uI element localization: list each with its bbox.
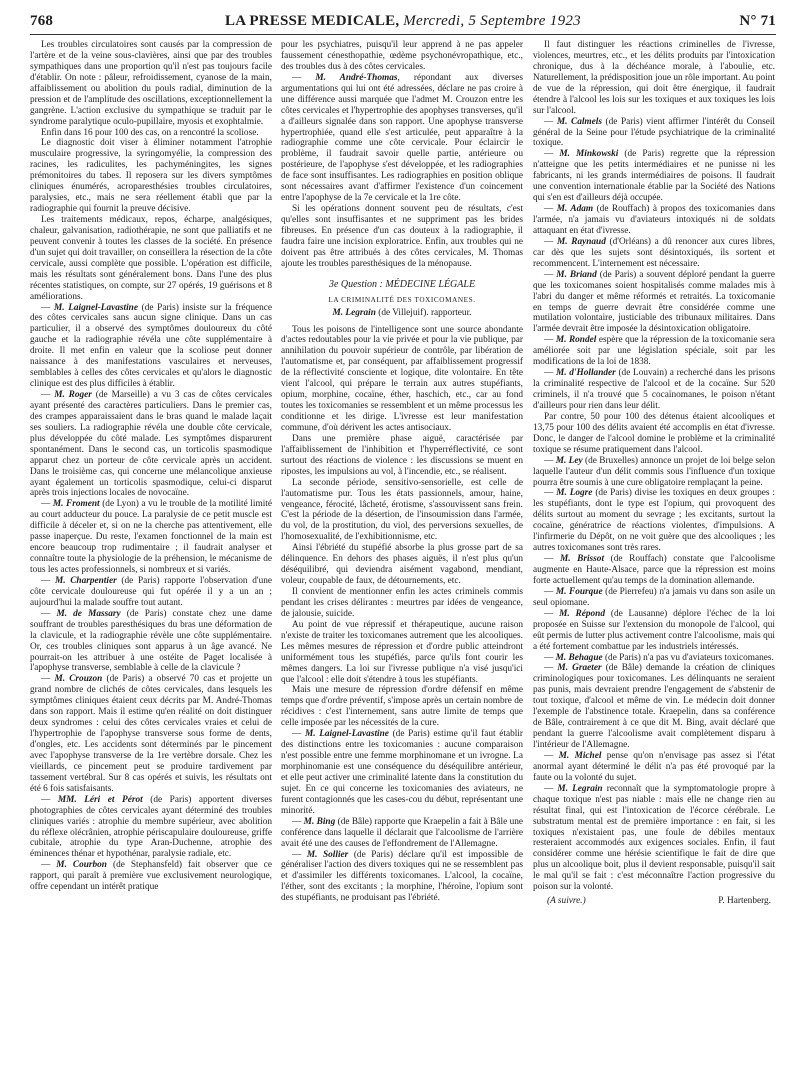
- speaker-paragraph: — M. Logre (de Paris) divise les toxiques en deux groupes : les stupéfiants, dont le type est l'opium, qui provoquent des délits surtout au moment du sevrage ; les excitants, surtout la cocaïne, génératrice de réactions violentes, d'impulsions. A l'infirmerie du Dépôt, on ne voit guère que des alcooliques ; les autres toxicomanes sont très rares.: [533, 488, 775, 554]
- speaker-name: M. Adam: [556, 204, 594, 215]
- paragraph: [30, 40, 272, 128]
- paragraph-text: (de Paris) insiste sur la fréquence des côtes cervicales sans aucun signe clinique. Dans un cas particulier, il a observé des symptômes douloureux du côté gauche et la radiographie révéla une côte supplémentaire à droite. Il met enfin en valeur que la scoliose peut donner naissance à des manifestations vasculaires et nerveuses, semblables à celles des côtes cervicales et qu'alors le diagnostic clinique est des plus difficiles à établir.: [30, 302, 272, 390]
- speaker-paragraph: — M. Raynaud (d'Orléans) a dû renoncer aux cures libres, car dès que les sujets sont désintoxiqués, ils sortent et recommencent. L'internement est nécessaire.: [533, 236, 775, 269]
- speaker-name: M. Répond: [559, 608, 606, 619]
- speaker-paragraph: — M. Laignel-Lavastine (de Paris) estime qu'il faut établir des distinctions entre les toxicomanies : aucune comparaison n'est possible entre une femme morphinomane et un ivrogne. La morphinomanie est une conséquence du déséquilibre antérieur, et elle peut activer une criminalité latente dans la constitution du sujet. En ce qui concerne les toxicomanies des aviateurs, ne furent contagionnés que les cases-cou du début, représentant une minorité.: [281, 729, 523, 816]
- paragraph-text: (de Paris) rapporte l'observation d'une côte cervicale douloureuse qui fut opérée il y a un an ; aujourd'hui la malade souffre tout autant.: [30, 575, 272, 608]
- page-number: 768: [30, 13, 54, 29]
- paragraph: [281, 478, 523, 544]
- paragraph-text: Dans une première phase aiguë, caractérisée par l'affaiblissement de l'inhibition et l'hyperréflectivité, ce sont surtout des réactions de violence : les discussions se muent en ripostes, les impulsions au vol, à l'incendie, etc., se réalisent.: [281, 433, 523, 477]
- running-title: LA PRESSE MEDICALE, Mercredi, 5 Septembre 1923: [225, 13, 581, 29]
- paragraph: [281, 543, 523, 587]
- paragraph-text: (de Louvain) a recherché dans les prisons la criminalité respective de l'alcool et de la cocaïne. Sur 520 criminels, il n'a trouvé que 5 cocaïnomanes, le poison n'étant d'ailleurs pour rien dans leur délit.: [533, 368, 775, 411]
- paragraph-text: (de Marseille) a vu 3 cas de côtes cervicales ayant présenté des caractères particuliers. Dans le premier cas, des crampes apparaissaient dans le bras quand le malade laçait ses souliers. La radiographie révéla une double côte cervicale, plus développée du côté malade. Les symptômes disparurent spontanément. Dans le second cas, un torticolis spasmodique apparut chez un porteur de côte cervicale après un accident. Dans le troisième cas, qui concerne une mélancolique anxieuse ayant également un torticolis spasmodique, celui-ci disparut après trois injections locales de novocaïne.: [30, 390, 272, 499]
- speaker-name: M. de Massary: [56, 608, 121, 619]
- speaker-paragraph: — M. Adam (de Rouffach) à propos des toxicomanies dans l'armée, n'a jamais vu d'aviateurs intoxiqués ni de soldats attaquant en état d'ivresse.: [533, 204, 775, 236]
- speaker-paragraph: — M. Minkowski (de Paris) regrette que la répression n'atteigne que les petits intermédiaires et ne punisse ni les fabricants, ni les grands intermédiaires de poisons. Il faudrait une convention internationale établie par la Société des Nations qui s'en est d'ailleurs déjà occupée.: [533, 149, 775, 204]
- speaker-name: M. Ley: [555, 455, 583, 466]
- paragraph-text: (de Paris) n'a pas vu d'aviateurs toxicomanes.: [602, 652, 774, 663]
- paragraph-text: (de Pierrefeu) n'a jamais vu dans son asile un seul opiomane.: [533, 586, 775, 608]
- speaker-name: M. Legrain: [332, 307, 376, 318]
- speaker-name: M. Briand: [556, 269, 597, 280]
- paragraph: [533, 40, 775, 117]
- speaker-paragraph: — M. Rondel espère que la répression de la toxicomanie sera améliorée soit par une législation spéciale, soit par les modifications de la loi de 1838.: [533, 335, 775, 368]
- speaker-name: M. Bing: [303, 816, 336, 827]
- issue-number: N° 71: [739, 13, 776, 29]
- paragraph-text: (de Paris) constate chez une dame souffrant de troubles paresthésiques du bras une déformation de la clavicule, et la radiographie révèle une côte supplémentaire. Or, ces troubles cliniques sont apparus à un âge avancé. Ne pourrait-on les attribuer à une ostéite de Paget localisée à l'apophyse transverse, semblable à celle de la clavicule ?: [30, 608, 272, 674]
- speaker-paragraph: — M. Crouzon (de Paris) a observé 70 cas et projette un grand nombre de clichés de côtes cervicales, dans lesquels les symptômes cliniques étaient ceux décrits par M. André-Thomas dans son rapport. Mais il estime qu'en réalité on doit distinguer deux syndromes : celui des côtes cervicales vraies et celui de l'hypertrophie de l'apophyse transverse sous forme de dents, d'ongles, etc. Les accidents sont déterminés par le pincement avec l'apophyse transverse de la 1re vertèbre dorsale. Chez les vieillards, ce pincement peut se produire tardivement par tassement vertébral. Sur 8 cas opérés et suivis, les résultats ont été 6 fois satisfaisants.: [30, 674, 272, 794]
- speaker-name: M. Crouzon: [54, 674, 103, 685]
- paragraph-text: (de Paris) divise les toxiques en deux groupes : les stupéfiants, dont le type est l'opium, qui provoquent des délits surtout au moment du sevrage ; les excitants, surtout la cocaïne, génératrice de réactions violentes, d'impulsions. A l'infirmerie du Dépôt, on ne voit guère que des alcooliques ; les autres toxicomanes sont très rares.: [533, 488, 775, 554]
- speaker-name: M. Roger: [54, 390, 92, 400]
- speaker-name: M. Courbon: [56, 860, 107, 871]
- paragraph-text: (de Paris) estime qu'il faut établir des distinctions entre les toxicomanies : aucune comparaison n'est possible entre une femme morphinomane et un ivrogne. La morphinomanie est une conséquence du déséquilibre antérieur, et elle peut activer une criminalité latente dans la constitution du sujet. En ce qui concerne les toxicomanies des aviateurs, ne furent contagionnés que les cases-cou du début, représentant une minorité.: [281, 729, 523, 816]
- paragraph-text: (de Paris) regrette que la répression n'atteigne que les petits intermédiaires et ne punisse ni les fabricants, ni les grands intermédiaires de poisons. Il faudrait une convention internationale établie par la Société des Nations qui s'en est d'ailleurs déjà occupée.: [533, 149, 775, 204]
- paragraph: [281, 587, 523, 620]
- speaker-paragraph: — M. Charpentier (de Paris) rapporte l'observation d'une côte cervicale douloureuse qui fut opérée il y a un an ; aujourd'hui la malade souffre tout autant.: [30, 575, 272, 608]
- speaker-name: M. Behague: [555, 652, 603, 663]
- signature-line: [533, 896, 775, 907]
- speaker-name: M. Charpentier: [54, 575, 117, 586]
- paragraph-text: (de Rouffach) constate que l'alcoolisme augmente en Haute-Alsace, parce que la répression est moins forte actuellement qu'au temps de la domination allemande.: [533, 554, 775, 586]
- paragraph-text: Mais une mesure de répression d'ordre défensif en même temps que d'ordre préventif, s'impose après un certain nombre de récidives : c'est l'internement, sans autre limite de temps que celle imposée par les nécessités de la cure.: [281, 685, 523, 729]
- rapporteur-line: [281, 308, 523, 319]
- paragraph-text: (de Paris) a observé 70 cas et projette un grand nombre de clichés de côtes cervicales, dans lesquels les symptômes cliniques étaient ceux décrits par M. André-Thomas dans son rapport. Mais il estime qu'en réalité on doit distinguer deux syndromes : celui des côtes cervicales vraies et celui de l'hypertrophie de l'apophyse transverse sous forme de dents, d'ongles, etc. Les accidents sont déterminés par le pincement avec l'apophyse transverse de la 1re vertèbre dorsale. Chez les vieillards, ce pincement peut se produire tardivement par tassement vertébral. Sur 8 cas opérés et suivis, les résultats ont été 6 fois satisfaisants.: [30, 674, 272, 794]
- speaker-name: M. Minkowski: [559, 149, 619, 160]
- paragraph-text: , répondant aux diverses argumentations qui lui ont été adressées, déclare ne pas croire à une différence aussi marquée que l'admet M. Crouzon entre les côtes cervicales et l'hypertrophie des apophyses transverses, qu'il a d'ailleurs signalée dans son rapport. Une apophyse transverse hypertrophiée, quand elle s'est articulée, peut apparaître à la radiographie comme une côte cervicale. Pour éclaircir le problème, il faudrait savoir quelle partie, antérieure ou postérieure, de l'apophyse s'est développée, et les radiographies de face sont insuffisantes. Les radiographies en position oblique sont nécessaires avant d'affirmer l'existence d'un coincement entre l'apophyse de la 7e cervicale et la 1re côte.: [281, 72, 523, 204]
- speaker-paragraph: — M. Briand (de Paris) a souvent déploré pendant la guerre que les toxicomanes soient hospitalisés comme malades mis à l'abri du danger et même réformés et retraités. La toxicomanie en temps de guerre devrait être considérée comme une mutilation volontaire, justiciable des tribunaux militaires. Dans l'armée devrait être imposée la désintoxication obligatoire.: [533, 269, 775, 335]
- paragraph-text: (de Paris) vient affirmer l'intérêt du Conseil général de la Seine pour l'étude psychiatrique de la criminalité toxique.: [533, 116, 775, 149]
- section-subheading: LA CRIMINALITÉ DES TOXICOMANES.: [328, 295, 476, 304]
- paragraph-text: (de Bruxelles) annonce un projet de loi belge selon laquelle l'auteur d'un délit commis sous l'influence d'un toxique pourra être soumis à une cure obligatoire remplaçant la peine.: [533, 455, 775, 488]
- speaker-name: M. Sollier: [306, 849, 349, 860]
- speaker-paragraph: — M. Fourque (de Pierrefeu) n'a jamais vu dans son asile un seul opiomane.: [533, 586, 775, 608]
- paragraph: [281, 40, 523, 73]
- speaker-paragraph: — M. Bing (de Bâle) rapporte que Kraepelin a fait à Bâle une conférence dans laquelle il déclarait que l'alcoolisme de l'arrière avait été une des causes de l'effondrement de l'Allemagne.: [281, 816, 523, 849]
- speaker-paragraph: — M. Graeter (de Bâle) demande la création de cliniques criminologiques pour toxicomanes. Les délinquants ne seraient pas punis, mais devraient prendre l'engagement de s'abstenir de tout toxique, d'alcool et même de vin. Le médecin doit donner l'exemple de l'abstinence totale. Kraepelin, dans sa conférence de Bâle, contrairement à ce que dit M. Bing, avait déclaré que pendant la guerre l'alcoolisme avait complètement disparu à l'intérieur de l'Allemagne.: [533, 663, 775, 750]
- speaker-name: M. Froment: [52, 499, 100, 510]
- paragraph-text: reconnaît que la symptomatologie propre à chaque toxique n'est pas niable : mais elle ne change rien au résultat final, qui est l'intoxication de l'écorce cérébrale. Le substratum mental est de première importance : en fait, si les toxiques n'existaient pas, une foule de débiles mentaux resteraient accommodés aux exigences sociales. Enfin, il faut considérer comme une hérésie scientifique le fait de dire que plus un alcoolique boit, plus il devient responsable, puisqu'il sait le mal qu'il se fait : c'est méconnaître l'action progressive du poison sur la volonté.: [533, 783, 775, 893]
- speaker-paragraph: — M. Legrain reconnaît que la symptomatologie propre à chaque toxique n'est pas niable : mais elle ne change rien au résultat final, qui est l'intoxication de l'écorce cérébrale. Le substratum mental est de première importance : en fait, si les toxiques n'existaient pas, une foule de débiles mentaux resteraient accommodés aux exigences sociales. Enfin, il faut considérer comme une hérésie scientifique le fait de dire que plus un alcoolique boit, plus il devient responsable, puisqu'il sait le mal qu'il se fait : c'est méconnaître l'action progressive du poison sur la volonté.: [533, 783, 775, 893]
- paragraph-text: (d'Orléans) a dû renoncer aux cures libres, car dès que les sujets sont désintoxiqués, ils sortent et recommencent. L'internement est nécessaire.: [533, 236, 775, 269]
- speaker-paragraph: — M. Brissot (de Rouffach) constate que l'alcoolisme augmente en Haute-Alsace, parce que la répression est moins forte actuellement qu'au temps de la domination allemande.: [533, 554, 775, 586]
- paragraph-text: (de Lyon) a vu le trouble de la motilité limité au court adducteur du pouce. La paralysie de ce petit muscle est difficile à déceler et, si on ne la cherche pas attentivement, elle passe inaperçue. Du reste, l'examen fonctionnel de la main est encore beaucoup trop rudimentaire ; il faudrait analyser et connaître toute la physiologie de la préhension, le mécanisme de tous les actes professionnels, si nombreux et si variés.: [30, 499, 272, 575]
- paragraph-text: (de Paris) déclare qu'il est impossible de généraliser l'action des divers toxiques qui ne se ressemblent pas et d'assimiler les différents toxicomanes. L'alcool, la cocaïne, l'éther, sont des excitants ; la morphine, l'héroïne, l'opium sont des stupéfiants, ne produisant pas l'ébriété.: [281, 849, 523, 904]
- paragraph-text: Par contre, 50 pour 100 des détenus étaient alcooliques et 13,75 pour 100 des délits avaient été accomplis en état d'ivresse. Donc, le danger de l'alcool domine le problème et la criminalité toxique se résume pratiquement dans l'alcool.: [533, 411, 775, 455]
- paragraph-text: (de Stephansfeld) fait observer que ce rapport, qui paraît à première vue exclusivement neurologique, offre cependant un intérêt pratique: [30, 860, 272, 893]
- speaker-paragraph: — M. Froment (de Lyon) a vu le trouble de la motilité limité au court adducteur du pouce. La paralysie de ce petit muscle est difficile à déceler et, si on ne la cherche pas attentivement, elle passe inaperçue. Du reste, l'examen fonctionnel de la main est encore beaucoup trop rudimentaire ; il faudrait analyser et connaître toute la physiologie de la préhension, le mécanisme de tous les actes professionnels, si nombreux et si variés.: [30, 499, 272, 575]
- paragraph-text: Il faut distinguer les réactions criminelles de l'ivresse, violences, meurtres, etc., et les délits produits par l'intoxication chronique, dus à la déchéance morale, à l'aboulie, etc. Naturellement, la prédisposition joue un rôle important. Au point de vue de la répression, qui doit être énergique, il faudrait étendre à l'alcool les lois sur les toxiques et aux toxiques les lois sur l'alcool.: [533, 40, 775, 116]
- paragraph: [281, 434, 523, 478]
- speaker-name: M. Laignel-Lavastine: [304, 729, 389, 740]
- speaker-name: M. André-Thomas: [315, 72, 398, 83]
- column-right: [533, 40, 775, 1074]
- speaker-paragraph: — M. Roger (de Marseille) a vu 3 cas de côtes cervicales ayant présenté des caractères particuliers. Dans le premier cas, des crampes apparaissaient dans le bras quand le malade laçait ses souliers. La radiographie révéla une double côte cervicale, plus développée du côté malade. Les symptômes disparurent spontanément. Dans le second cas, un torticolis spasmodique apparut chez un porteur de côte cervicale après un accident. Dans le troisième cas, qui concerne une mélancolique anxieuse ayant également un torticolis spasmodique, celui-ci disparut après trois injections locales de novocaïne.: [30, 390, 272, 499]
- paragraph: [30, 215, 272, 303]
- paragraph-text: Au point de vue répressif et thérapeutique, aucune raison n'existe de traiter les toxicomanes autrement que les alcooliques. Les mêmes mesures de répression et d'ordre public atteindront uniformément tous les stupéfiés, parce qu'ils font courir les mêmes dangers. La loi sur l'ivresse publique n'a visé jusqu'ici que l'alcool : elle doit s'étendre à tous les stupéfiants.: [281, 619, 523, 685]
- paragraph-text: (de Paris) a souvent déploré pendant la guerre que les toxicomanes soient hospitalisés comme malades mis à l'abri du danger et même réformés et retraités. La toxicomanie en temps de guerre devrait être considérée comme une mutilation volontaire, justiciable des tribunaux militaires. Dans l'armée devrait être imposée la désintoxication obligatoire.: [533, 269, 775, 335]
- header-rule: [30, 34, 776, 35]
- paragraph: [281, 325, 523, 434]
- speaker-name: MM. Léri et Pérot: [57, 794, 143, 805]
- section-heading: 3e Question : MÉDECINE LÉGALE: [328, 278, 476, 290]
- speaker-paragraph: — M. de Massary (de Paris) constate chez une dame souffrant de troubles paresthésiques du bras une déformation de la clavicule, et la radiographie révèle une côte supplémentaire. Or, ces troubles cliniques sont apparus à un âge avancé. Ne pourrait-on les attribuer à une ostéite de Paget localisée à l'apophyse transverse, semblable à celle de la clavicule ?: [30, 608, 272, 674]
- paragraph-text: Il convient de mentionner enfin les actes criminels commis pendant les crises délirantes : meurtres par idées de vengeance, de jalousie, suicide.: [281, 587, 523, 619]
- paragraph-text: Les troubles circulatoires sont causés par la compression de l'artère et de la veine sous-clavières, ainsi que par des troubles sympathiques dans une proportion qu'il n'est pas toujours facile d'établir. On note : pâleur, refroidissement, cyanose de la main, affaiblissement ou abolition du pouls radial, diminution de la pression et de l'amplitude des oscillations, exceptionnellement la gangrène. L'action exclusive du sympathique se traduit par le syndrome paralytique oculo-pupillaire, myosis et exophtalmie.: [30, 40, 272, 127]
- speaker-name: M. Calmels: [556, 116, 602, 127]
- paragraph: [533, 412, 775, 456]
- speaker-paragraph: — M. André-Thomas, répondant aux diverses argumentations qui lui ont été adressées, déclare ne pas croire à une différence aussi marquée que l'admet M. Crouzon entre les côtes cervicales et l'hypertrophie des apophyses transverses, qu'il a d'ailleurs signalée dans son rapport. Une apophyse transverse hypertrophiée, quand elle s'est articulée, peut apparaître à la radiographie comme une côte cervicale. Pour éclaircir le problème, il faudrait savoir quelle partie, antérieure ou postérieure, de l'apophyse s'est développée, et les radiographies de face sont insuffisantes. Les radiographies en position oblique sont nécessaires avant d'affirmer l'existence d'un coincement entre l'apophyse de la 7e cervicale et la 1re côte.: [281, 72, 523, 204]
- paragraph-text: (de Paris) apportent diverses photographies de côtes cervicales ayant déterminé des troubles cliniques variés : atrophie du membre supérieur, avec abolition du réflexe olécrânien, atrophie périscapulaire douloureuse, griffe cubitale, atrophie du type Aran-Duchenne, atrophie des éminences thénar et hypothénar, paralysie radiale, etc.: [30, 794, 272, 860]
- paragraph: [281, 685, 523, 729]
- speaker-paragraph: — M. d'Hollander (de Louvain) a recherché dans les prisons la criminalité respective de l'alcool et de la cocaïne. Sur 520 criminels, il n'a trouvé que 5 cocaïnomanes, le poison n'étant d'ailleurs pour rien dans leur délit.: [533, 368, 775, 411]
- speaker-paragraph: — M. Calmels (de Paris) vient affirmer l'intérêt du Conseil général de la Seine pour l'étude psychiatrique de la criminalité toxique.: [533, 116, 775, 149]
- speaker-paragraph: — MM. Léri et Pérot (de Paris) apportent diverses photographies de côtes cervicales ayant déterminé des troubles cliniques variés : atrophie du membre supérieur, avec abolition du réflexe olécrânien, atrophie périscapulaire douloureuse, griffe cubitale, atrophie du type Aran-Duchenne, atrophie des éminences thénar et hypothénar, paralysie radiale, etc.: [30, 794, 272, 860]
- journal-name: LA PRESSE MEDICALE: [225, 13, 396, 29]
- paragraph-text: pense qu'on n'envisage pas assez si l'état anormal ayant déterminé le délit n'a pas été provoqué par la faute ou la volonté du sujet.: [533, 750, 775, 783]
- speaker-paragraph: — M. Répond (de Lausanne) déplore l'échec de la loi proposée en Suisse sur l'extension du monopole de l'alcool, qui eût permis de lutter plus activement contre l'alcoolisme, mais qui a été fortement combattue par les industriels intéressés.: [533, 608, 775, 652]
- speaker-paragraph: — M. Ley (de Bruxelles) annonce un projet de loi belge selon laquelle l'auteur d'un délit commis sous l'influence d'un toxique pourra être soumis à une cure obligatoire remplaçant la peine.: [533, 455, 775, 488]
- paragraph-text: Tous les poisons de l'intelligence sont une source abondante d'actes redoutables pour la vie privée et pour la vie publique, par annihilation du pouvoir supérieur de contrôle, par libération de l'automatisme et, par conséquent, par affaiblissement progressif de la réflectivité consciente et logique, dite volontaire. En tête vient l'alcool, qui prépare le terrain aux autres stupéfiants, opium, morphine, cocaïne, éther, haschich, etc., car au fond toutes les toxicomanies se ressemblent et un même processus les conditionne et les dirige. L'ivresse est leur manifestation commune, d'où dérivent les actes antisociaux.: [281, 324, 523, 433]
- rapporteur-text: (de Villejuif). rapporteur.: [375, 307, 472, 318]
- speaker-paragraph: — M. Michel pense qu'on n'envisage pas assez si l'état anormal ayant déterminé le délit n'a pas été provoqué par la faute ou la volonté du sujet.: [533, 750, 775, 783]
- continuation-note: (A suivre.): [547, 896, 586, 907]
- paragraph-text: La seconde période, sensitivo-sensorielle, est celle de l'automatisme pur. Tous les états passionnels, amour, haine, vengeance, férocité, lâcheté, érotisme, s'assouvissent sans frein. C'est la période de la désertion, de l'insoumission dans l'armée, du vol, de la prostitution, du viol, des perversions sexuelles, de l'homosexualité, de l'exhibitionnisme, etc.: [281, 477, 523, 543]
- paragraph-text: Le diagnostic doit viser à éliminer notamment l'atrophie musculaire progressive, la syringomyélie, la compression des racines, les radiculites, les pachyméningites, les signes prémonitoires du tabes. Il reposera sur les divers symptômes cliniques énumérés, acroparesthésies troubles circulatoires, paralysies, etc., mais ne sera réellement établi que par la radiographie qui fournit la preuve décisive.: [30, 138, 272, 215]
- paragraph: [281, 620, 523, 686]
- paragraph: [30, 128, 272, 139]
- speaker-name: M. Raynaud: [556, 236, 606, 247]
- paragraph-text: (de Lausanne) déplore l'échec de la loi proposée en Suisse sur l'extension du monopole de l'alcool, qui eût permis de lutter plus activement contre l'alcoolisme, mais qui a été fortement combattue par les industriels intéressés.: [533, 608, 775, 652]
- paragraph-text: Les traitements médicaux, repos, écharpe, analgésiques, chaleur, galvanisation, radiothérapie, ne sont que palliatifs et ne peuvent convenir à toutes les classes de la société. En présence d'un sujet qui doit travailler, on conseillera la résection de la côte cervicale, aussi complète que possible. L'opération est difficile, mais les résultats sont généralement bons. Dans l'une des plus récentes statistiques, on compte, sur 27 opérés, 19 guérisons et 8 améliorations.: [30, 215, 272, 302]
- paragraph-text: Si les opérations donnent souvent peu de résultats, c'est qu'elles sont insuffisantes et ne suppriment pas les brides fibreuses. En présence d'un cas douteux à la radiographie, il faudra faire une incision exploratrice. Enfin, aux troubles qui ne doivent pas être attribués à des côtes cervicales, M. Thomas ajoute les troubles paresthésiques de la ménopause.: [281, 204, 523, 269]
- speaker-paragraph: — M. Laignel-Lavastine (de Paris) insiste sur la fréquence des côtes cervicales sans aucun signe clinique. Dans un cas particulier, il a observé des symptômes douloureux du côté gauche et la radiographie révéla une côte supplémentaire à droite. Il met enfin en valeur que la scoliose peut donner naissance à des manifestations vasculaires et nerveuses, semblables à celles des côtes cervicales et qu'alors le diagnostic clinique est des plus difficiles à établir.: [30, 302, 272, 390]
- speaker-paragraph: — M. Courbon (de Stephansfeld) fait observer que ce rapport, qui paraît à première vue exclusivement neurologique, offre cependant un intérêt pratique: [30, 860, 272, 893]
- speaker-name: M. Legrain: [557, 783, 603, 794]
- speaker-name: M. Graeter: [557, 663, 602, 674]
- paragraph: [281, 204, 523, 270]
- paragraph-text: Enfin dans 16 pour 100 des cas, on a rencontré la scoliose.: [41, 127, 259, 138]
- speaker-paragraph: — M. Behague (de Paris) n'a pas vu d'aviateurs toxicomanes.: [544, 652, 774, 663]
- paragraph-text: (de Bâle) rapporte que Kraepelin a fait à Bâle une conférence dans laquelle il déclarait que l'alcoolisme de l'arrière avait été une des causes de l'effondrement de l'Allemagne.: [281, 816, 523, 849]
- paragraph-text: espère que la répression de la toxicomanie sera améliorée soit par une législation spéciale, soit par les modifications de la loi de 1838.: [533, 335, 775, 368]
- paragraph-text: Ainsi l'ébriété du stupéfié absorbe la plus grosse part de sa délinquence. En dehors des phases aiguës, il n'est plus qu'un déséquilibré, qui deviendra aisément vagabond, mendiant, voleur, coupable de faux, de détournements, etc.: [281, 543, 523, 587]
- paragraph-text: (de Bâle) demande la création de cliniques criminologiques pour toxicomanes. Les délinquants ne seraient pas punis, mais devraient prendre l'engagement de s'abstenir de tout toxique, d'alcool et même de vin. Le médecin doit donner l'exemple de l'abstinence totale. Kraepelin, dans sa conférence de Bâle, contrairement à ce que dit M. Bing, avait déclaré que pendant la guerre l'alcoolisme avait complètement disparu à l'intérieur de l'Allemagne.: [533, 663, 775, 750]
- speaker-name: M. Brissot: [559, 554, 605, 565]
- speaker-name: M. Michel: [558, 750, 602, 761]
- speaker-name: M. d'Hollander: [555, 368, 616, 379]
- column-middle: [281, 40, 523, 1074]
- speaker-name: M. Logre: [556, 488, 593, 499]
- paragraph-text: pour les psychiatres, puisqu'il leur apprend à ne pas appeler faussement cénesthopathie, œdème psychonévropathique, etc., des troubles dus à des côtes cervicales.: [281, 40, 523, 72]
- speaker-name: M. Rondel: [555, 335, 597, 346]
- column-left: [30, 40, 272, 1074]
- speaker-name: M. Fourque: [555, 586, 603, 597]
- author-signature: P. Hartenberg.: [718, 896, 771, 907]
- issue-date: Mercredi, 5 Septembre 1923: [403, 13, 581, 29]
- paragraph-text: (de Rouffach) à propos des toxicomanies dans l'armée, n'a jamais vu d'aviateurs intoxiqués ni de soldats attaquant en état d'ivresse.: [533, 204, 775, 236]
- paragraph: [30, 138, 272, 215]
- speaker-paragraph: — M. Sollier (de Paris) déclare qu'il est impossible de généraliser l'action des divers toxiques qui ne se ressemblent pas et d'assimiler les différents toxicomanes. L'alcool, la cocaïne, l'éther, sont des excitants ; la morphine, l'héroïne, l'opium sont des stupéfiants, ne produisant pas l'ébriété.: [281, 849, 523, 904]
- speaker-name: M. Laignel-Lavastine: [53, 302, 138, 313]
